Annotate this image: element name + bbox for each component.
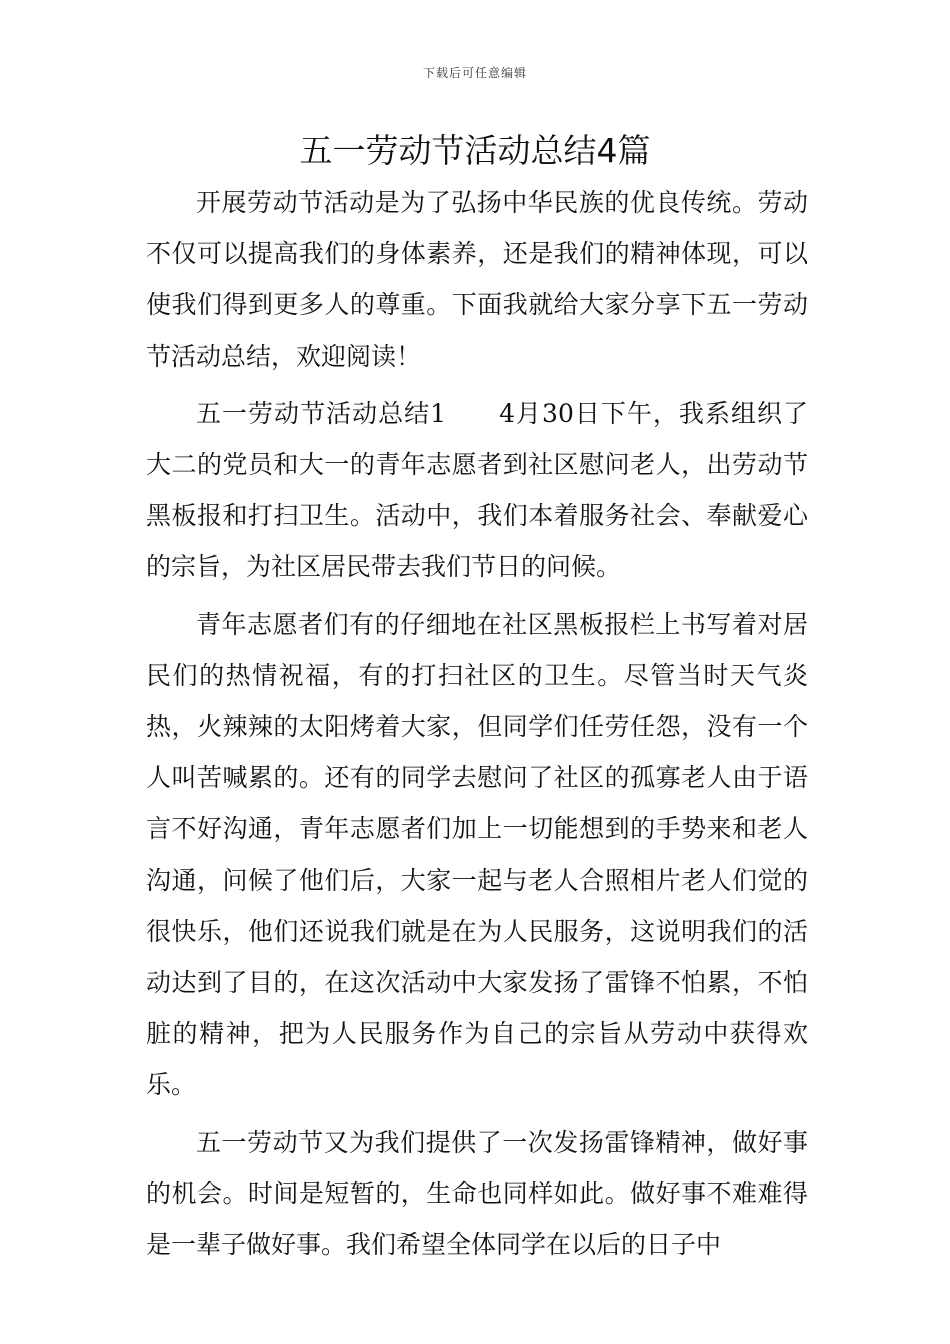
paragraph-closing: 五一劳动节又为我们提供了一次发扬雷锋精神，做好事的机会。时间是短暂的，生命也同样如此。做好事不难难得是一辈子做好事。我们希望全体同学在以后的日子中 <box>146 1127 808 1260</box>
paragraph-volunteers: 青年志愿者们有的仔细地在社区黑板报栏上书写着对居民们的热情祝福，有的打扫社区的卫生。尽管当时天气炎热，火辣辣的太阳烤着大家，但同学们任劳任怨，没有一个人叫苦喊累的。还有的同学去慰问了社区的孤寡老人由于语言不好沟通，青年志愿者们加上一切能想到的手势来和老人沟通，问候了他们后，大家一起与老人合照相片老人们觉的很快乐，他们还说我们就是在为人民服务，这说明我们的活动达到了目的，在这次活动中大家发扬了雷锋不怕累，不怕脏的精神，把为人民服务作为自己的宗旨从劳动中获得欢乐。 <box>146 609 808 1100</box>
paragraph-intro: 开展劳动节活动是为了弘扬中华民族的优良传统。劳动不仅可以提高我们的身体素养，还是我们的精神体现，可以使我们得到更多人的尊重。下面我就给大家分享下五一劳动节活动总结，欢迎阅读！ <box>146 188 808 371</box>
paragraph-summary-1: 五一劳动节活动总结1 4月30日下午，我系组织了大二的党员和大一的青年志愿者到社区慰问老人，出劳动节黑板报和打扫卫生。活动中，我们本着服务社会、奉献爱心的宗旨，为社区居民带去我们节日的问候。 <box>146 398 808 582</box>
header-note: 下载后可任意编辑 <box>422 66 527 80</box>
document-body <box>146 177 808 1270</box>
document-title: 五一劳动节活动总结4篇 <box>299 131 651 170</box>
